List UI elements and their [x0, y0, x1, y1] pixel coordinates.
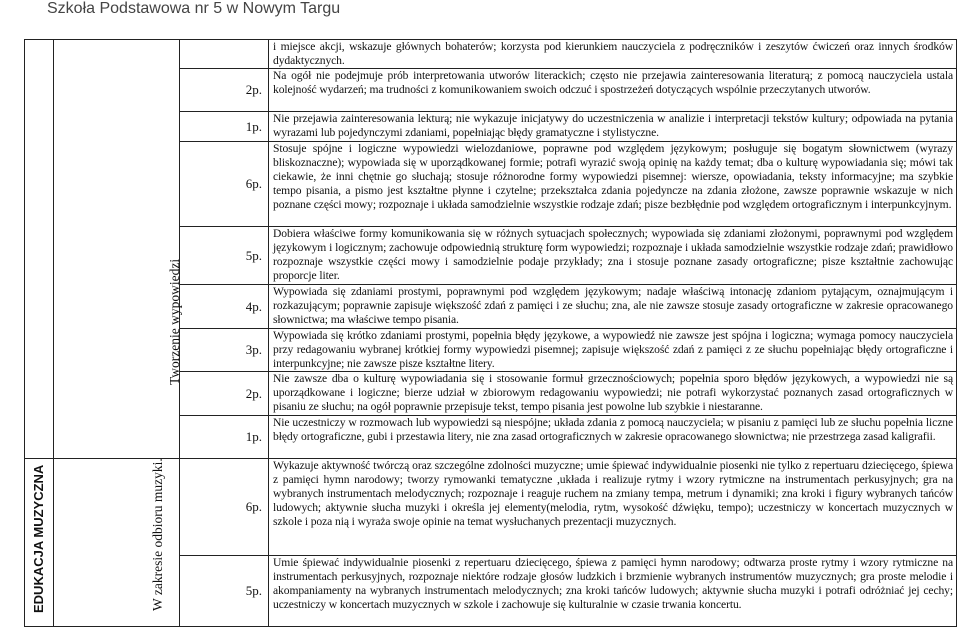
- criteria-text: Umie śpiewać indywidualnie piosenki z repertuaru dziecięcego, śpiewa z pamięci hymn narodowy; odtwarza proste rytmy i wzory rytmiczne na instrumentach perkusyjnych, rozpoznaje niektóre rodzaje głosów ludzkich i brzmienie wybranych instrumentów muzycznych; gra proste melodie i akompaniamenty na wybranych instrumentach melodycznych; zna kroki tańców ludowych; aktywnie słucha muzyki i potrafi odróżniać jej cechy; uczestniczy w koncertach muzycznych w szkole i zachowuje się kulturalnie w czasie trwania koncertu.: [269, 556, 957, 627]
- criteria-text: Wypowiada się krótko zdaniami prostymi, popełnia błędy językowe, a wypowiedź nie zawsze jest spójna i logiczna; wymaga pomocy nauczyciela przy redagowaniu wybranej krótkiej formy wypowiedzi pisemnej; zapisuje większość zdań z pamięci z ze słuchu popełniając błędy ortograficzne i interpunkcyjne; nie zawsze pisze kształtne litery.: [269, 329, 957, 372]
- page-header: [0, 0, 959, 32]
- criteria-text: Dobiera właściwe formy komunikowania się w różnych sytuacjach społecznych; wypowiada się zdaniami złożonymi, poprawnymi pod względem językowym i logicznym; zachowuje odpowiednią strukturę form wypowiedzi; rozpoznaje i układa samodzielnie wszystkie rodzaje zdań; prawidłowo rozpoznaje wszystkie części mowy i samodzielnie podaje przykłady; zna i stosuje poznane zasady ortograficzne; pisze kształtnie zachowując proporcje liter.: [269, 227, 957, 285]
- subject-cell: [25, 459, 54, 627]
- area-label-music: W zakresie odbioru muzyki.: [150, 458, 165, 611]
- grade-cell: 6p.: [180, 142, 269, 227]
- grading-table: [24, 39, 957, 626]
- grade-cell: 1p.: [180, 416, 269, 459]
- area-cell-writing: [54, 40, 180, 459]
- grade-cell: 2p.: [180, 69, 269, 112]
- subject-cell-empty: [25, 40, 54, 459]
- table-row: [25, 459, 957, 556]
- grade-cell: 1p.: [180, 112, 269, 142]
- grade-cell: 6p.: [180, 459, 269, 556]
- grade-cell: [180, 40, 269, 69]
- criteria-text: i miejsce akcji, wskazuje głównych bohaterów; korzysta pod kierunkiem nauczyciela z podręczników i zeszytów ćwiczeń oraz innych środków dydaktycznych.: [269, 40, 957, 69]
- criteria-table: [24, 39, 957, 627]
- criteria-text: Na ogół nie podejmuje prób interpretowania utworów literackich; często nie przejawia zainteresowania literaturą; z pomocą nauczyciela ustala kolejność wydarzeń; ma trudności z komunikowaniem swoich odczuć i spostrzeżeń dotyczących wspólnie przeczytanych utworów.: [269, 69, 957, 112]
- criteria-text: Nie przejawia zainteresowania lekturą; nie wykazuje inicjatywy do uczestniczenia w analizie i interpretacji tekstów kultury; odpowiada na pytania wyrazami lub pojedynczymi zdaniami, popełniając błędy gramatyczne i stylistyczne.: [269, 112, 957, 142]
- criteria-text: Nie zawsze dba o kulturę wypowiadania się i stosowanie formuł grzecznościowych; popełnia sporo błędów językowych, a wypowiedzi nie są uporządkowane i logiczne; bierze udział w zbiorowym redagowaniu wypowiedzi; nie potrafi wykorzystać poznanych zasad ortograficznych w pisaniu ze słuchu; na ogół poprawnie przepisuje tekst, tempo pisania jest powolne lub szybkie i niestaranne.: [269, 372, 957, 416]
- grade-cell: 5p.: [180, 227, 269, 285]
- criteria-text: Wykazuje aktywność twórczą oraz szczególne zdolności muzyczne; umie śpiewać indywidualnie piosenki nie tylko z repertuaru dziecięcego, śpiewa z pamięci hymn narodowy; tworzy rymowanki tematyczne ,układa i realizuje rytmy i wzory rytmiczne na instrumentach perkusyjnych; gra na wybranych instrumentach melodycznych; rozpoznaje i reaguje ruchem na zmiany tempa, metrum i dynamiki; zna kroki i figury wybranych tańców ludowych; aktywnie słucha muzyki i określa jej elementy(melodia, rytm, wysokość dźwięku, tempo); uczestniczy w koncertach muzycznych w szkole i poza nią i wyraża swoje opinie na temat wysłuchanych prezentacji muzycznych.: [269, 459, 957, 556]
- criteria-text: Nie uczestniczy w rozmowach lub wypowiedzi są niespójne; układa zdania z pomocą nauczyciela; w pisaniu z pamięci lub ze słuchu popełnia liczne błędy ortograficzne, gubi i przestawia litery, nie zna zasad ortograficznych w zakresie opracowanego słownictwa; nie przestrzega zasad kaligrafii.: [269, 416, 957, 459]
- criteria-text: Stosuje spójne i logiczne wypowiedzi wielozdaniowe, poprawne pod względem językowym; posługuje się bogatym słownictwem (wyrazy bliskoznaczne); wypowiada się w uporządkowanej formie; potrafi wyrazić swoją opinię na każdy temat; dba o kulturę wypowiadania się; mówi tak ciekawie, że inni chętnie go słuchają; stosuje różnorodne formy wypowiedzi pisemnej: wiersze, opowiadania, teksty informacyjne; ma szybkie tempo pisania, a pismo jest kształtne płynne i czytelne; przekształca zdania pojedyncze na zdania złożone, zawsze poprawnie wskazuje w nich poznane części mowy; rozpoznaje i układa samodzielnie wszystkie rodzaje zdań; pisze bezbłędnie pod względem ortograficznym i interpunkcyjnym.: [269, 142, 957, 227]
- grade-cell: 4p.: [180, 285, 269, 329]
- grade-cell: 2p.: [180, 372, 269, 416]
- grade-cell: 3p.: [180, 329, 269, 372]
- table-row: [25, 40, 957, 69]
- area-label-writing: Tworzenie wypowiedzi: [167, 258, 182, 385]
- grade-cell: 5p.: [180, 556, 269, 627]
- area-cell-music: [54, 459, 180, 627]
- criteria-text: Wypowiada się zdaniami prostymi, poprawnymi pod względem językowym; nadaje właściwą intonację zdaniom pytającym, oznajmującym i rozkazującym; poprawnie zapisuje większość zdań z pamięci i ze słuchu; zna, ale nie zawsze stosuje zasady ortograficzne w zakresie opracowanego słownictwa; ma właściwe tempo pisania.: [269, 285, 957, 329]
- subject-label: EDUKACJA MUZYCZNA: [31, 464, 46, 613]
- page-title: Szkoła Podstawowa nr 5 w Nowym Targu: [47, 0, 341, 17]
